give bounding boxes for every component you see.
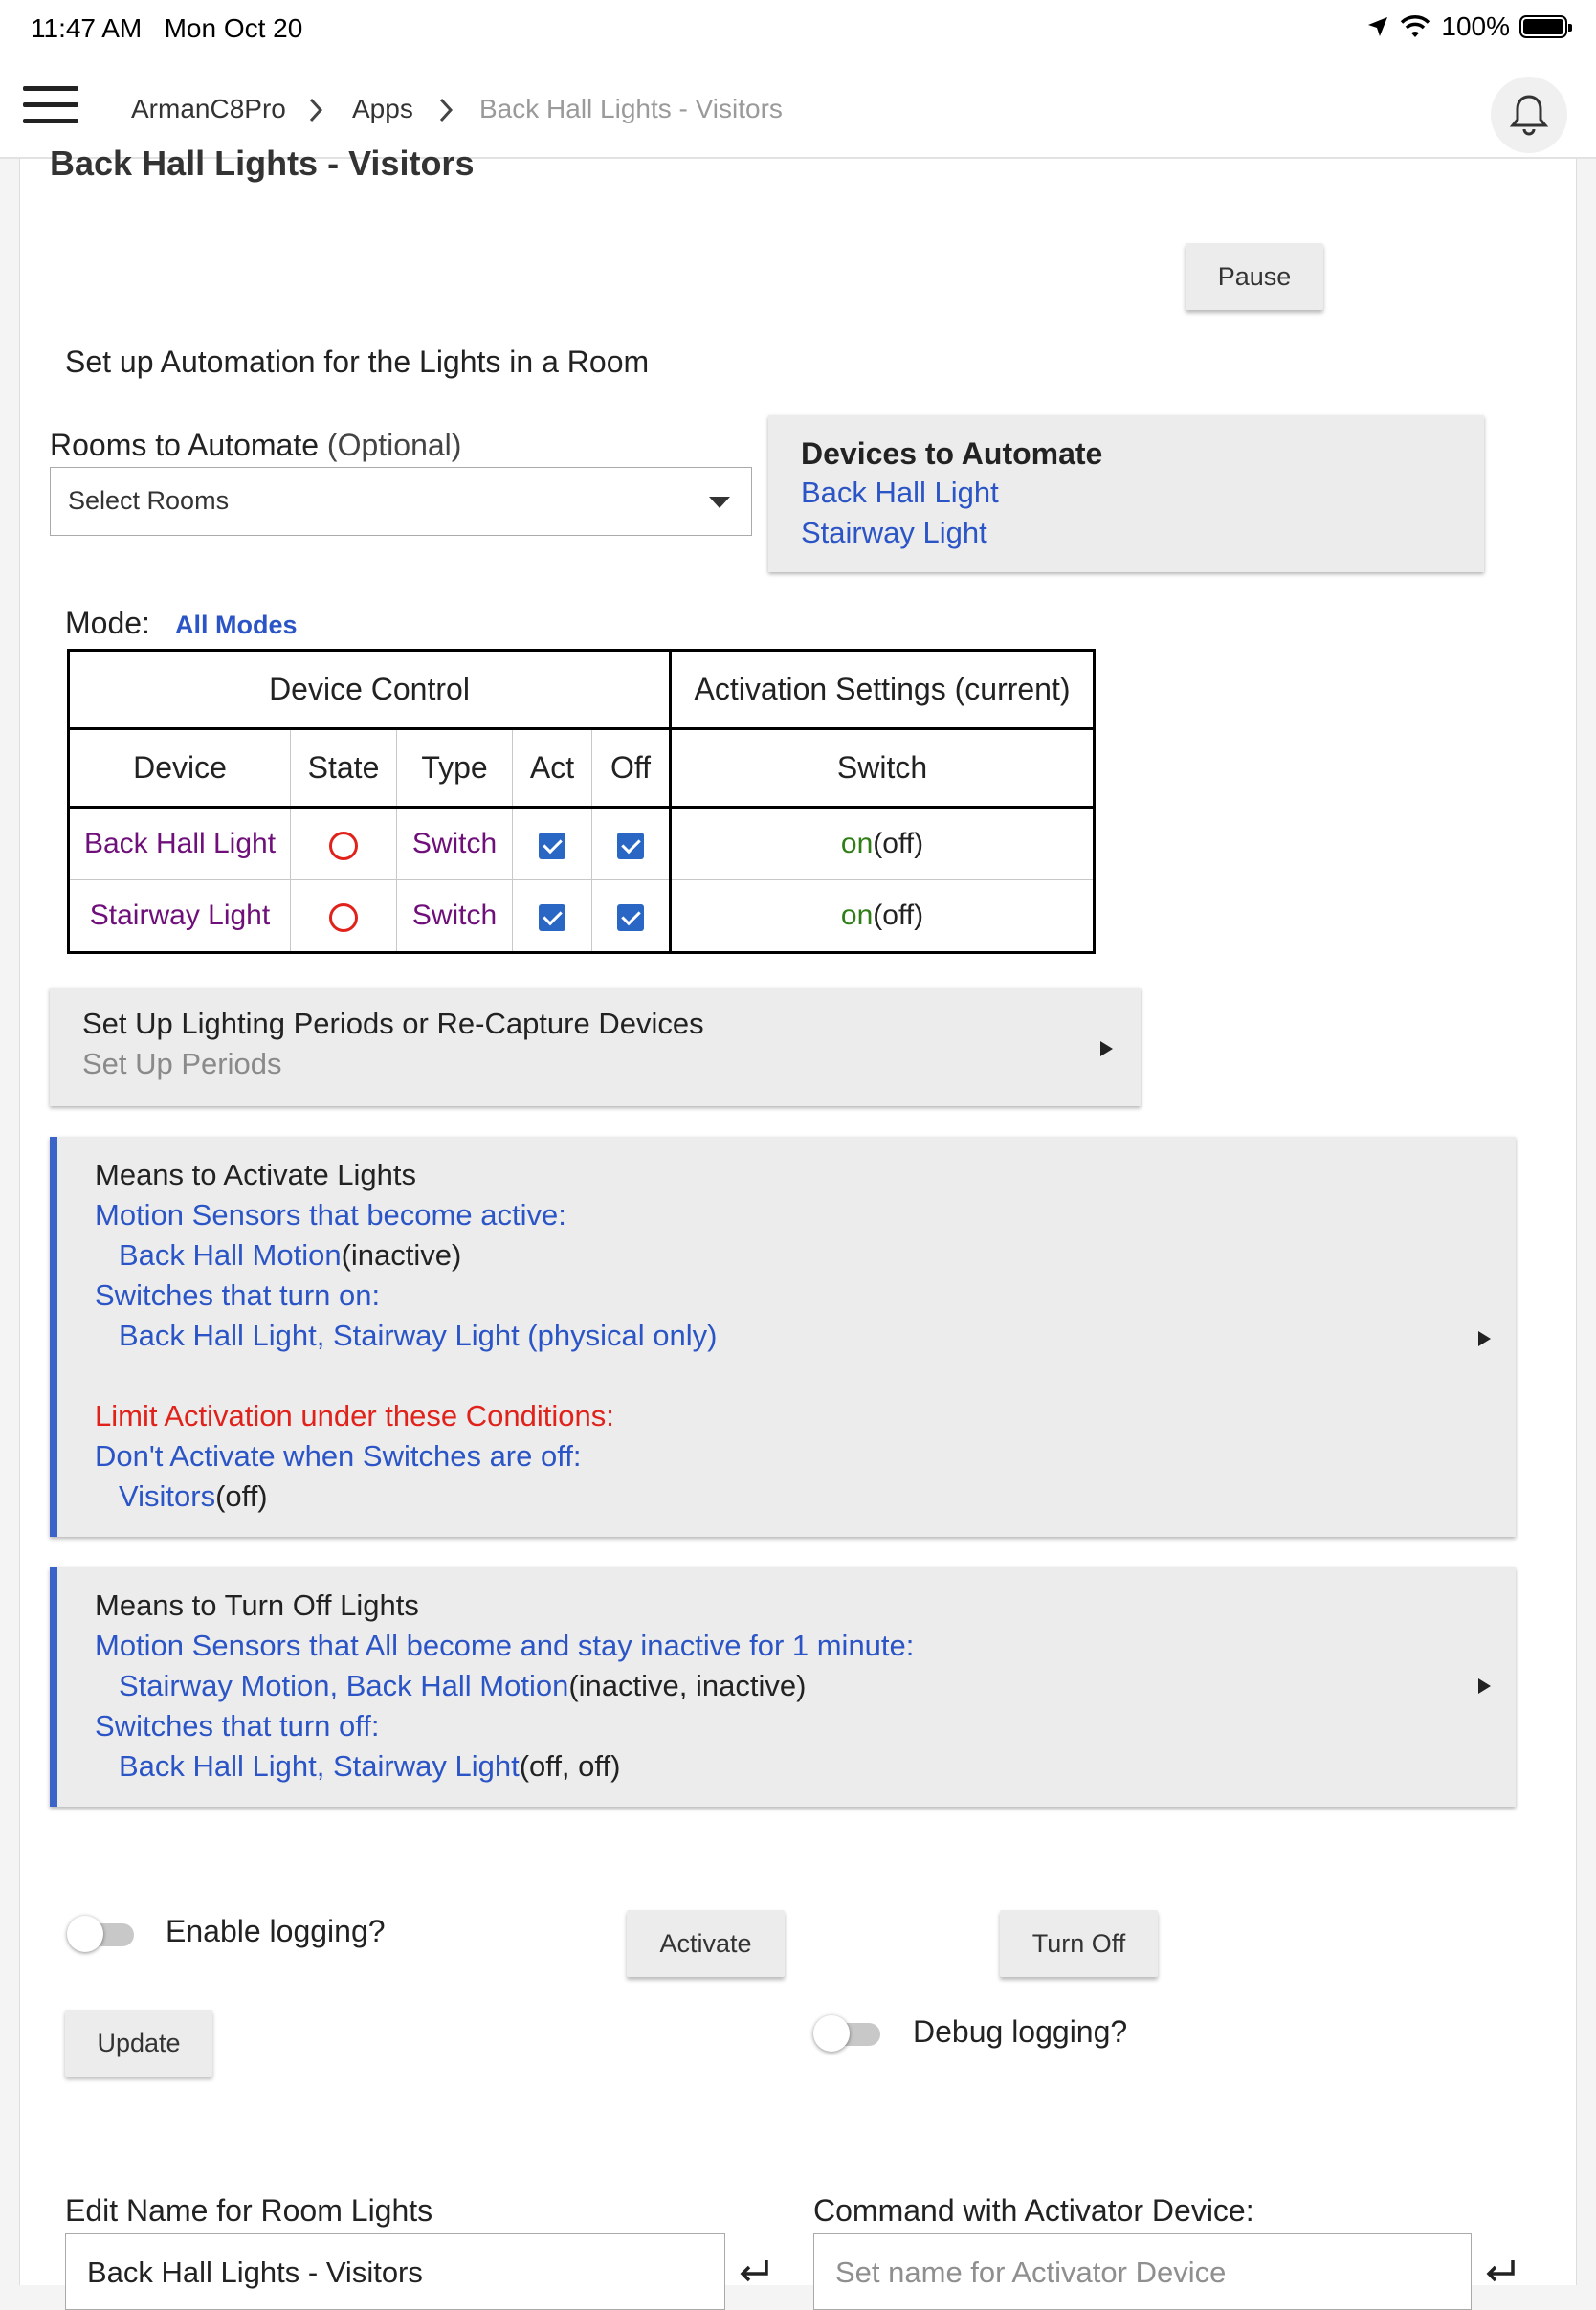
off-cell[interactable] [592, 808, 671, 880]
wifi-icon [1399, 14, 1431, 39]
expand-arrow-icon [1478, 1678, 1491, 1694]
debug-logging-toggle[interactable] [813, 2021, 882, 2048]
device-control-table [67, 649, 1096, 954]
chevron-right-icon [438, 98, 454, 122]
activate-button[interactable]: Activate [627, 1910, 785, 1977]
breadcrumb-current: Back Hall Lights - Visitors [479, 94, 783, 123]
activator-device-placeholder: Set name for Activator Device [835, 2255, 1227, 2289]
inactive-motion-label: Motion Sensors that All become and stay inactive for 1 minute: [95, 1629, 915, 1662]
switches-off-label: Switches that turn off: [95, 1709, 380, 1743]
battery-percent: 100% [1441, 11, 1510, 41]
dont-activate-label: Don't Activate when Switches are off: [95, 1439, 582, 1473]
state-cell [291, 808, 397, 880]
status-bar [0, 0, 1596, 59]
enter-icon[interactable] [1484, 2258, 1518, 2285]
breadcrumb-hub[interactable]: ArmanC8Pro [131, 94, 286, 123]
rooms-label: Rooms to Automate (Optional) [50, 428, 462, 462]
status-time: 11:47 AM Mon Oct 20 [31, 13, 303, 43]
inactive-motion-value: Stairway Motion, Back Hall Motion(inactive, inactive) [119, 1669, 807, 1702]
type-cell[interactable]: Switch [397, 880, 513, 953]
location-arrow-icon [1366, 15, 1389, 38]
devices-panel-title: Devices to Automate [801, 436, 1103, 471]
column-header-state: State [291, 729, 397, 808]
act-checkbox[interactable] [539, 833, 565, 859]
devices-panel[interactable] [768, 415, 1484, 572]
switches-on-value: Back Hall Light, Stairway Light (physical only) [119, 1319, 718, 1352]
rooms-select[interactable] [50, 467, 752, 536]
state-off-icon [329, 903, 358, 932]
command-field-label: Command with Activator Device: [813, 2193, 1254, 2228]
mode-link[interactable]: All Modes [175, 611, 298, 639]
dropdown-arrow-icon [709, 497, 730, 508]
column-header-type: Type [397, 729, 513, 808]
activate-panel-title: Means to Activate Lights [95, 1158, 417, 1191]
lighting-periods-subtitle: Set Up Periods [82, 1047, 282, 1080]
turn-off-lights-panel[interactable] [50, 1567, 1516, 1807]
table-row [69, 880, 1095, 953]
device-cell[interactable]: Back Hall Light [69, 808, 291, 880]
act-cell[interactable] [513, 880, 592, 953]
breadcrumb-apps[interactable]: Apps [352, 94, 413, 123]
rooms-select-value: Select Rooms [68, 486, 230, 515]
turn-off-panel-title: Means to Turn Off Lights [95, 1588, 419, 1622]
enable-logging-label: Enable logging? [166, 1914, 386, 1948]
page-title: Back Hall Lights - Visitors [50, 144, 475, 183]
switches-on-label: Switches that turn on: [95, 1278, 381, 1312]
turn-off-button[interactable]: Turn Off [1000, 1910, 1158, 1977]
act-checkbox[interactable] [539, 904, 565, 931]
dont-activate-value: Visitors(off) [119, 1479, 268, 1513]
table-row [69, 808, 1095, 880]
debug-logging-label: Debug logging? [913, 2014, 1128, 2049]
name-field-label: Edit Name for Room Lights [65, 2193, 433, 2228]
room-name-input[interactable] [65, 2233, 725, 2310]
lighting-periods-panel[interactable] [50, 988, 1141, 1106]
activation-settings-header: Activation Settings (current) [671, 651, 1095, 729]
bell-icon [1508, 93, 1550, 137]
column-header-device: Device [69, 729, 291, 808]
chevron-right-icon [308, 98, 323, 122]
enable-logging-toggle[interactable] [67, 1921, 136, 1948]
switch-setting-cell[interactable]: on(off) [671, 808, 1095, 880]
motion-sensors-value: Back Hall Motion(inactive) [119, 1238, 462, 1272]
battery-icon [1519, 15, 1567, 38]
lighting-periods-title: Set Up Lighting Periods or Re-Capture Devices [82, 1007, 704, 1040]
status-icons [1366, 11, 1567, 42]
expand-arrow-icon [1100, 1041, 1113, 1056]
off-checkbox[interactable] [617, 833, 644, 859]
switches-off-value: Back Hall Light, Stairway Light(off, off) [119, 1749, 621, 1783]
expand-arrow-icon [1478, 1331, 1491, 1346]
room-name-value: Back Hall Lights - Visitors [87, 2255, 423, 2289]
page-subtitle: Set up Automation for the Lights in a Room [65, 344, 650, 379]
pause-button[interactable]: Pause [1186, 243, 1323, 310]
activator-device-input[interactable] [813, 2233, 1472, 2310]
motion-sensors-label: Motion Sensors that become active: [95, 1198, 566, 1232]
act-cell[interactable] [513, 808, 592, 880]
off-cell[interactable] [592, 880, 671, 953]
column-header-switch: Switch [671, 729, 1095, 808]
device-link[interactable]: Back Hall Light [801, 476, 999, 509]
mode-label: Mode: [65, 606, 150, 640]
column-header-off: Off [592, 729, 671, 808]
switch-setting-cell[interactable]: on(off) [671, 880, 1095, 953]
notifications-button[interactable] [1491, 77, 1567, 153]
device-control-header: Device Control [69, 651, 671, 729]
update-button[interactable]: Update [65, 2010, 212, 2077]
column-header-act: Act [513, 729, 592, 808]
device-link[interactable]: Stairway Light [801, 516, 987, 549]
type-cell[interactable]: Switch [397, 808, 513, 880]
enter-icon[interactable] [738, 2258, 772, 2285]
menu-icon[interactable] [23, 86, 80, 128]
off-checkbox[interactable] [617, 904, 644, 931]
limit-activation-label: Limit Activation under these Conditions: [95, 1399, 614, 1433]
device-cell[interactable]: Stairway Light [69, 880, 291, 953]
activate-lights-panel[interactable] [50, 1137, 1516, 1537]
state-off-icon [329, 832, 358, 860]
state-cell [291, 880, 397, 953]
